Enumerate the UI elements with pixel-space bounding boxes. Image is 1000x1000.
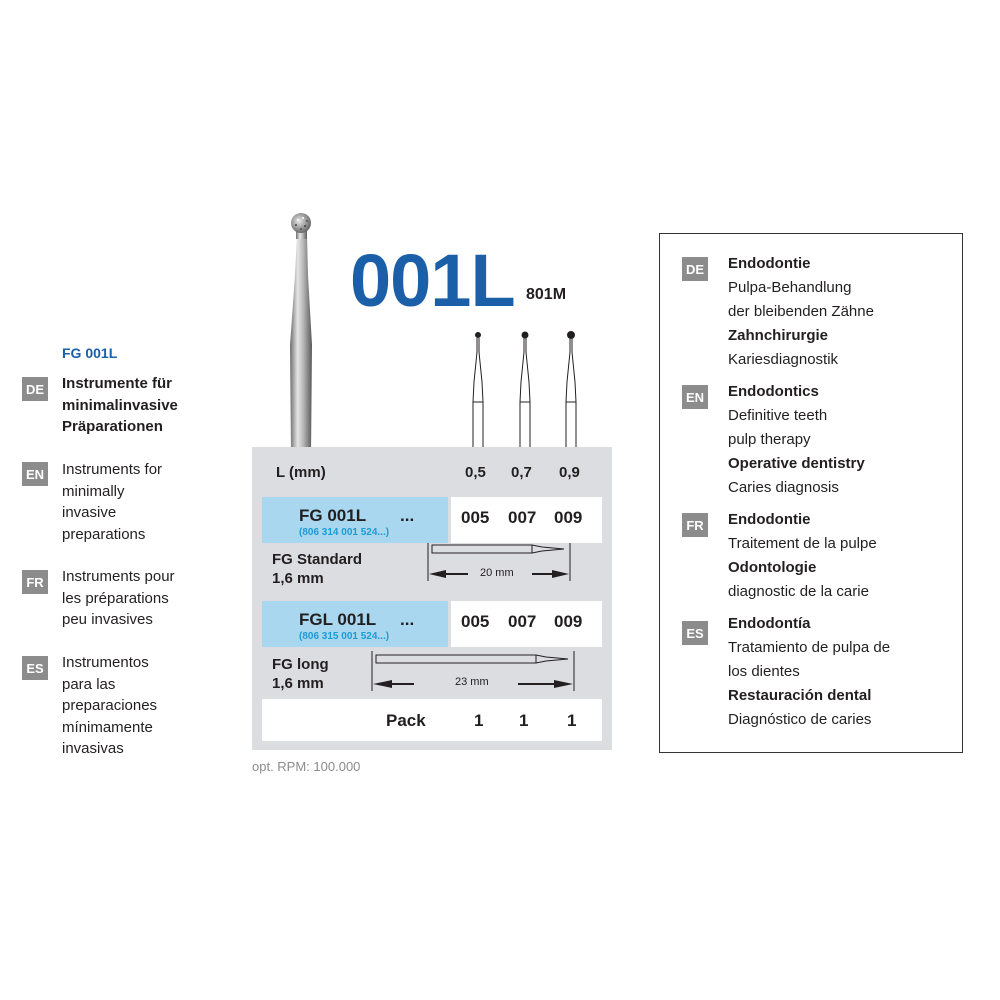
lang-badge-de: DE bbox=[22, 377, 48, 401]
bur-illustration bbox=[270, 205, 340, 455]
lang-badge-fr: FR bbox=[22, 570, 48, 594]
pack-value: 1 bbox=[519, 711, 529, 730]
indication-text-en: Endodontics Definitive teeth pulp therapy Operative dentistry Caries diagnosis bbox=[728, 383, 865, 496]
indications-box bbox=[659, 233, 963, 753]
fgl-sizes-cell bbox=[451, 601, 602, 647]
fg-ref: (806 314 001 524...) bbox=[299, 527, 390, 538]
indication-text-de: Endodontie Pulpa-Behandlung der bleibenden Zähne Zahnchirurgie Kariesdiagnostik bbox=[728, 255, 874, 368]
indication-text-fr: Endodontie Traitement de la pulpe Odontologie diagnostic de la carie bbox=[728, 511, 877, 600]
size-code: 005 bbox=[461, 612, 490, 631]
product-code: FG 001L bbox=[62, 345, 118, 361]
indication-text-es: Endodontía Tratamiento de pulpa de los dientes Restauración dental Diagnóstico de caries bbox=[728, 615, 891, 728]
pack-row bbox=[262, 699, 602, 741]
fgl-dots: ... bbox=[400, 610, 415, 629]
length-value: 0,7 bbox=[511, 464, 532, 481]
indication-badge-es: ES bbox=[682, 621, 708, 645]
bur-size-drawings bbox=[462, 330, 592, 448]
pack-value: 1 bbox=[567, 711, 577, 730]
indication-badge-en: EN bbox=[682, 385, 708, 409]
lang-text-en: Instruments for minimally invasive preparations bbox=[62, 461, 163, 543]
lang-text-es: Instrumentos para las preparaciones mínimamente invasivas bbox=[62, 654, 158, 757]
bur-drawing-009 bbox=[566, 332, 576, 449]
pack-label: Pack bbox=[386, 711, 426, 730]
product-table bbox=[252, 447, 612, 750]
size-code: 009 bbox=[554, 612, 583, 631]
size-code: 007 bbox=[508, 508, 537, 527]
length-value: 0,9 bbox=[559, 464, 580, 481]
fg-type: FG Standard 1,6 mm bbox=[272, 551, 363, 587]
bur-drawing-007 bbox=[520, 332, 530, 448]
fgl-name: FGL 001L bbox=[299, 610, 377, 629]
lang-text-de: Instrumente für minimalinvasive Präparationen bbox=[62, 375, 178, 435]
lang-text-fr: Instruments pour les préparations peu invasives bbox=[62, 568, 175, 628]
fgl-dimension-label: 23 mm bbox=[455, 676, 489, 688]
bur-drawing-005 bbox=[473, 333, 483, 449]
size-code: 007 bbox=[508, 612, 537, 631]
fg-sizes-cell bbox=[451, 497, 602, 543]
length-value: 0,5 bbox=[465, 464, 486, 481]
indication-badge-fr: FR bbox=[682, 513, 708, 537]
pack-value: 1 bbox=[474, 711, 484, 730]
lang-badge-en: EN bbox=[22, 462, 48, 486]
product-subtitle: 801M bbox=[526, 286, 567, 303]
fg-name: FG 001L bbox=[299, 506, 367, 525]
indication-badge-de: DE bbox=[682, 257, 708, 281]
fg-dimension-label: 20 mm bbox=[480, 567, 514, 579]
size-code: 009 bbox=[554, 508, 583, 527]
product-title: 001L bbox=[350, 239, 515, 322]
fg-dots: ... bbox=[400, 506, 415, 525]
fg-row-name-cell bbox=[262, 497, 448, 543]
size-code: 005 bbox=[461, 508, 490, 527]
fgl-row-name-cell bbox=[262, 601, 448, 647]
fgl-ref: (806 315 001 524...) bbox=[299, 631, 390, 642]
lang-badge-es: ES bbox=[22, 656, 48, 680]
fgl-type: FG long 1,6 mm bbox=[272, 656, 329, 692]
length-label: L (mm) bbox=[276, 464, 326, 481]
optimal-rpm: opt. RPM: 100.000 bbox=[252, 759, 361, 774]
